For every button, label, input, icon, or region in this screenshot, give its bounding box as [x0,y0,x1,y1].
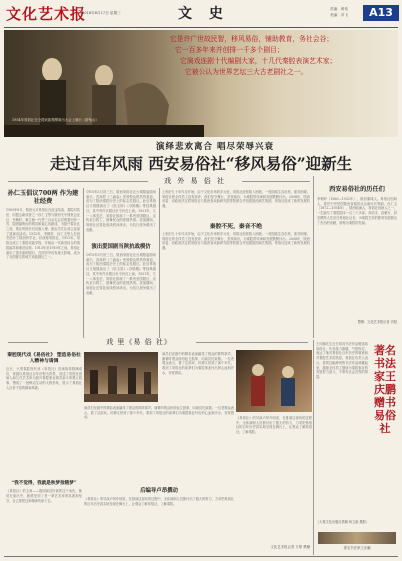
side-article-text: 王庆鹏先生近日将其书法作品赠送给易俗社，作品笔力雄健，气势恢宏，表达了他对易俗社百年历史的敬意和对秦腔艺术的热爱。易俗社负责人表示，将把这幅珍贵的书法作品珍藏起来，激励全体员工继续为秦腔事业的发展努力奋斗，不辜负社会各界的厚望。 [316,342,368,379]
stage-scene-illustration [84,352,158,402]
side-credit: （大秦文化出版社供稿 杨立新 摄影） [316,520,370,524]
calligrapher-portrait [318,532,396,544]
subhead-modern-drama: 秦腔现代戏《易俗社》 塑造易俗社人精神与请调 [7,352,81,365]
article-text: 演员们在剧中的精彩表演赢得了观众的阵阵掌声，谢幕时观众纷纷起立鼓掌，向演员们致敬。一位老观众表示，看了这部戏，仿佛又回到了那个年代，看到了易俗社的前辈们为秦腔事业付出的心血和汗水，非常感动。 [84,406,234,420]
designer-credit: 美编：冯飞 [330,13,348,17]
poem-line: 它被公认为世界艺坛三大古老剧社之一。 [185,68,308,76]
section-name: 文 史 [178,6,229,22]
directors-column [317,186,397,325]
article-text: 上世纪九十年代末开始，由于文化市场的多元化，易俗社经营陷入困境，一度面临生存危机。面对困境，易俗社的全体员工没有放弃，他们坚守舞台，坚持演出，为秦腔的传承和发展默默付出。2008年，陕西省委、省政府决定将易俗社与陕西省戏曲研究院等院团合并组建陕西演艺集团，易俗社迎来了新的发展机遇。 [162,190,310,209]
article-text: 演员们在剧中的精彩表演赢得了观众的阵阵掌声，谢幕时观众纷纷起立鼓掌，向演员们致敬。一位老观众表示，看了这部戏，仿佛又回到了那个年代，看到了易俗社的前辈们为秦腔事业付出的心血和汗水，非常感动。 [162,352,234,375]
section-rule-right [242,181,310,182]
main-headline: 走过百年风雨 西安易俗社“移风易俗”迎新生 [49,154,353,173]
kicker: 演绎悲欢离合 唱尽荣辱兴衰 [156,142,274,152]
stage-photo [84,352,158,402]
subhead-founding-funds: 孙仁玉倡议700两 作为建社经费 [7,190,79,205]
section-rule-left [8,181,148,182]
hero-poem [170,34,395,78]
bottom-mid-text [84,406,234,547]
section-rule-right [196,342,308,343]
photo-caption: 1954年易俗社在全国戏曲观摩演出大会上演出《游龟山》 [12,118,99,122]
column-divider [83,188,84,338]
bottom-column-1 [6,352,82,533]
poem-line: 它一百多年来并创排一千多个剧目； [175,46,284,54]
subhead-director: 后编导卢昂撰动 [140,488,178,494]
article-text: 《易俗社》的导演卢昂介绍说，在排演这部戏的过程中，全体演职人员都付出了极大的努力，力求把易俗社的百年历史真实地呈现在舞台上，让观众了解易俗社，了解秦腔。 [84,497,234,506]
article-text: 《易俗社》的主角——剧团演员扮演的这个角色，她说在演出中，她感受到了老一辈艺术家的执着和坚守，自己要把这种精神传承下去。 [6,489,82,503]
section-rule-left [8,342,48,343]
date-line: 2016年8月17日 星期三 [82,11,121,15]
page-number: A13 [363,5,399,21]
bottom-column-2 [162,352,234,412]
column-divider [313,340,314,555]
section-title-top: 戏 外 易 俗 社 [164,177,226,185]
article-text: 《易俗社》的导演卢昂介绍说，在排演这部戏的过程中，全体演职人员都付出了极大的努力，力求把易俗社的百年历史真实地呈现在舞台上，让观众了解易俗社，了解秦腔。 [236,416,312,435]
column-divider [313,176,314,338]
side-title: 著名书法家王庆鹏 赠书易俗社 [374,344,396,435]
section-title-bottom: 戏 里《易 俗 社》 [106,338,172,346]
article-text: 1915年3月初三日，陕西易俗社社台城隍庙剧场演出，首演的《三滴血》受到观众的热烈欢迎，成为了陕西秦腔历史上的标志性剧目。此后易俗社又相继演出了《软玉屏》《夺锦楼》等经典剧目，其中有许多剧目至今仍在上演。1931年，九一八事变后，易俗社排演了一系列爱国剧目，宣传抗日救亡，鼓舞民众的爱国热情。抗战期间，易俗社还曾赴前线慰问演出，为抗日战争做出了贡献。 [86,253,156,295]
subhead-qinqiang-lives: 秦腔不死，秦音不绝 [209,224,263,230]
subhead-past-directors: 西安易俗社的历任们 [329,186,385,193]
performance-scene-illustration [236,350,312,412]
article-text: 1909年8月，陕西元月易俗社在此宝结束，秦腔对其世、同盟会新成者之一孙仁玉等与陕西关中国贵会业社、李桐轩，黄立朝一代等三百余名会员观看出阶一首、剧团编集出的观赏和谐心戏剧成，为振兴秦社区之前，秦社的团长们出版入理，团由学艺社成立参加了道演出活动。1912年，李桐轩、孙仁玉等人在西安创办了陕西伶学社，后改称易俗社。1912年，易俗社成立了秦腔戏曲学校，开始由一代新旧结合的秦腔编导和演员培养。1913年至1919年之间，易俗社演出了很多新的剧目，在国内外具有重大影响，成为了全国著名的地方戏曲剧社之一。 [6,208,80,260]
article-column-2 [86,190,156,339]
byline-right: 整理：文化艺术报记者 冯阳 [357,320,397,324]
side-column [316,340,398,556]
article-text: 上世纪九十年代末开始，由于文化市场的多元化，易俗社经营陷入困境，一度面临生存危机。面对困境，易俗社的全体员工没有放弃，他们坚守舞台，坚持演出，为秦腔的传承和发展默默付出。2008年，陕西省委、省政府决定将易俗社与陕西省戏曲研究院等院团合并组建陕西演艺集团，易俗社迎来了新的发展机遇。 [162,232,310,251]
editor-credit: 责编：黄伟 [330,7,348,11]
performance-photo [236,350,312,412]
paper-name: 文化艺术报 [6,5,87,23]
subhead-patriotic-plays: 演出爱国剧当陕抗战模仿 [91,244,151,250]
poem-line: 它演戏连剧十代编剧大家，十几代秦腔表演艺术家； [180,57,337,65]
masthead-divider [4,27,398,28]
article-column-3 [162,190,310,296]
subhead-autumn-dream: “我不觉得，我就是秋梦捡随梦” [11,480,77,486]
column-divider [159,188,160,338]
page-bottom-rule [4,556,398,557]
poem-line: 它是许广世故民智，移风易俗，铺助教育，务社会谷； [170,35,334,43]
article-text: 李桐轩（1860—1932年），陕西蒲城人。易俗社创始人，曾任中华民国陕西省临时议会副议长等职。孙仁玉（1872—1934年），陕西临潼人，易俗社创始人之一，一生编写了秦腔剧本一百三十多部。高培支、范紫东、封至模等人先后任易俗社社长，为秦腔艺术的繁荣发展做出了杰出的贡献，被称为秦腔的先驱。 [317,197,397,225]
masthead [0,0,402,28]
portrait-caption: 著名书法家王庆鹏 [343,546,371,550]
bottom-right-text [236,416,312,538]
article-column-1 [6,190,80,348]
article-text: 近日，大型秦腔现代戏《易俗社》首演取得圆满成功，该剧以易俗社百年历程为背景，讲述了易俗社创始人和几代艺术家为振兴秦腔事业艰苦奋斗的感人故事，塑造了一批鲜活生动的人物形象，展示了易俗社人百折不挠的精神风貌。 [6,366,82,390]
article-text: 1915年3月初三日，陕西易俗社社台城隍庙剧场演出，首演的《三滴血》受到观众的热烈欢迎，成为了陕西秦腔历史上的标志性剧目。此后易俗社又相继演出了《软玉屏》《夺锦楼》等经典剧目，其中有许多剧目至今仍在上演。1931年，九一八事变后，易俗社排演了一系列爱国剧目，宣传抗日救亡，鼓舞民众的爱国热情。抗战期间，易俗社还曾赴前线慰问演出，为抗日战争做出了贡献。 [86,190,156,232]
byline-bottom: 文化艺术报记者 方豪 樊楠 [270,545,310,549]
